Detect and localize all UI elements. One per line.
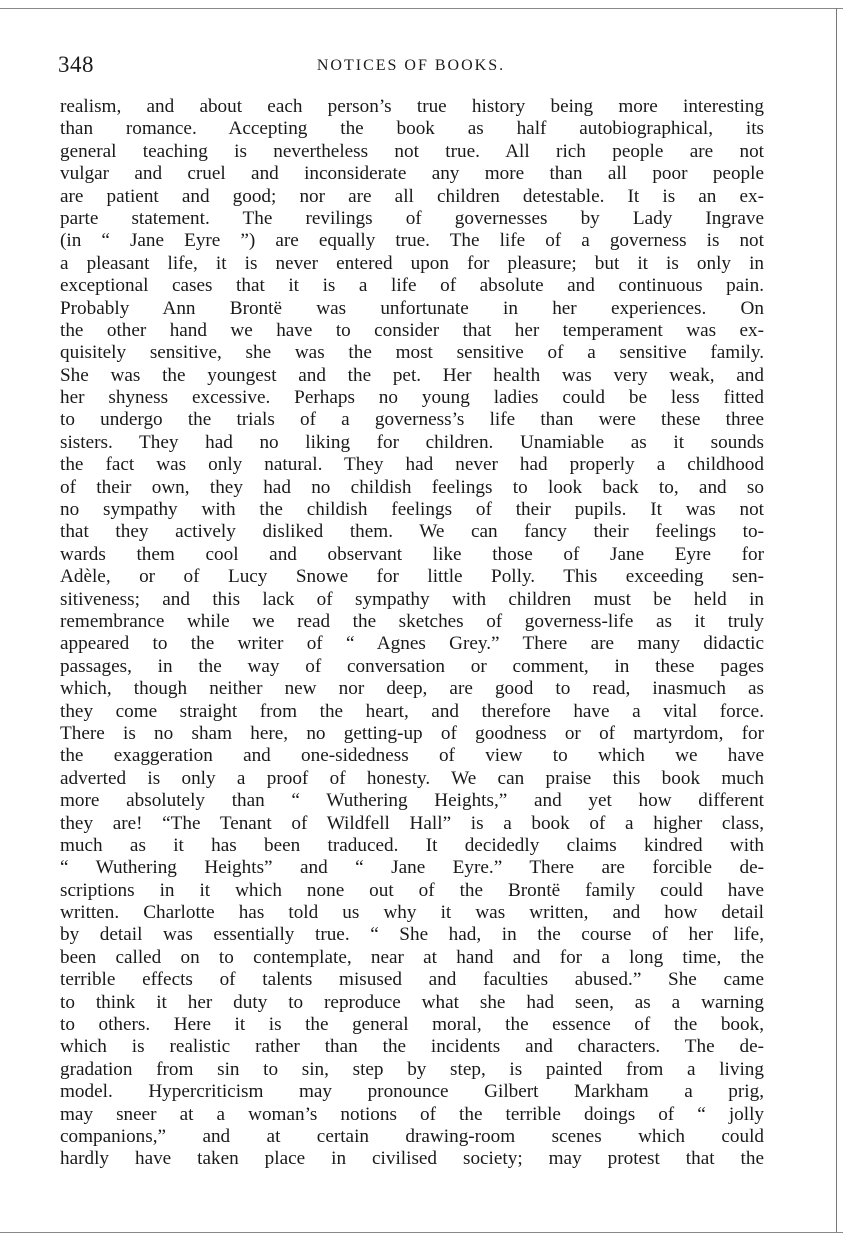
text-line: the fact was only natural. They had never had properly a childhood: [60, 454, 764, 476]
text-line: There is no sham here, no getting-up of goodness or of martyrdom, for: [60, 722, 764, 744]
text-line: than romance. Accepting the book as half autobiographical, its: [60, 118, 764, 140]
text-line: her shyness excessive. Perhaps no young ladies could be less fitted: [60, 387, 764, 409]
text-line: remembrance while we read the sketches of governess-life as it truly: [60, 610, 764, 632]
text-line: which, though neither new nor deep, are good to read, inasmuch as: [60, 678, 764, 700]
body-text: [60, 96, 764, 1171]
text-line: no sympathy with the childish feelings of their pupils. It was not: [60, 499, 764, 521]
text-line: realism, and about each person’s true history being more interesting: [60, 96, 764, 117]
text-line: companions,” and at certain drawing-room scenes which could: [60, 1125, 764, 1147]
text-line: scriptions in it which none out of the Brontë family could have: [60, 879, 764, 901]
text-line: vulgar and cruel and inconsiderate any more than all poor people: [60, 163, 764, 185]
text-line: the other hand we have to consider that her temperament was ex-: [60, 319, 764, 341]
page-number: 348: [58, 52, 94, 77]
text-line: more absolutely than “ Wuthering Heights,” and yet how different: [60, 790, 764, 812]
text-line: sisters. They had no liking for children. Unamiable as it sounds: [60, 431, 764, 453]
text-line: the exaggeration and one-sidedness of view to which we have: [60, 745, 764, 767]
text-line: of their own, they had no childish feelings to look back to, and so: [60, 476, 764, 498]
text-line: they come straight from the heart, and therefore have a vital force.: [60, 700, 764, 722]
text-line: sitiveness; and this lack of sympathy with children must be held in: [60, 588, 764, 610]
text-line: Adèle, or of Lucy Snowe for little Polly. This exceeding sen-: [60, 566, 764, 588]
text-line: “ Wuthering Heights” and “ Jane Eyre.” There are forcible de-: [60, 857, 764, 879]
top-border-rule: [0, 8, 843, 9]
text-line: written. Charlotte has told us why it was written, and how detail: [60, 902, 764, 924]
bottom-border-rule: [0, 1232, 843, 1233]
text-line: which is realistic rather than the incidents and characters. The de-: [60, 1036, 764, 1058]
text-line: they are! “The Tenant of Wildfell Hall” is a book of a higher class,: [60, 812, 764, 834]
text-line: passages, in the way of conversation or comment, in these pages: [60, 655, 764, 677]
text-line: general teaching is nevertheless not true. All rich people are not: [60, 140, 764, 162]
text-line: gradation from sin to sin, step by step, is painted from a living: [60, 1058, 764, 1080]
text-line: a pleasant life, it is never entered upon for pleasure; but it is only in: [60, 252, 764, 274]
text-line: to others. Here it is the general moral, the essence of the book,: [60, 1014, 764, 1036]
right-border-rule: [836, 8, 837, 1232]
text-line: been called on to contemplate, near at hand and for a long time, the: [60, 946, 764, 968]
text-line: appeared to the writer of “ Agnes Grey.” There are many didactic: [60, 633, 764, 655]
text-line: parte statement. The revilings of governesses by Lady Ingrave: [60, 207, 764, 229]
text-line: exceptional cases that it is a life of absolute and continuous pain.: [60, 275, 764, 297]
text-line: may sneer at a woman’s notions of the terrible doings of “ jolly: [60, 1103, 764, 1125]
text-line: to undergo the trials of a governess’s life than were these three: [60, 409, 764, 431]
text-line: that they actively disliked them. We can fancy their feelings to-: [60, 521, 764, 543]
text-line: (in “ Jane Eyre ”) are equally true. The life of a governess is not: [60, 230, 764, 252]
text-line: quisitely sensitive, she was the most sensitive of a sensitive family.: [60, 342, 764, 364]
running-title: NOTICES OF BOOKS.: [316, 57, 506, 74]
text-line: are patient and good; nor are all children detestable. It is an ex-: [60, 185, 764, 207]
text-line: Probably Ann Brontë was unfortunate in her experiences. On: [60, 297, 764, 319]
text-line: She was the youngest and the pet. Her health was very weak, and: [60, 364, 764, 386]
text-line: hardly have taken place in civilised society; may protest that the: [60, 1148, 764, 1170]
text-line: terrible effects of talents misused and faculties abused.” She came: [60, 969, 764, 991]
text-line: to think it her duty to reproduce what she had seen, as a warning: [60, 991, 764, 1013]
text-line: much as it has been traduced. It decidedly claims kindred with: [60, 834, 764, 856]
text-line: model. Hypercriticism may pronounce Gilbert Markham a prig,: [60, 1081, 764, 1103]
page-header: [58, 50, 764, 80]
text-line: wards them cool and observant like those of Jane Eyre for: [60, 543, 764, 565]
text-line: adverted is only a proof of honesty. We can praise this book much: [60, 767, 764, 789]
text-line: by detail was essentially true. “ She had, in the course of her life,: [60, 924, 764, 946]
